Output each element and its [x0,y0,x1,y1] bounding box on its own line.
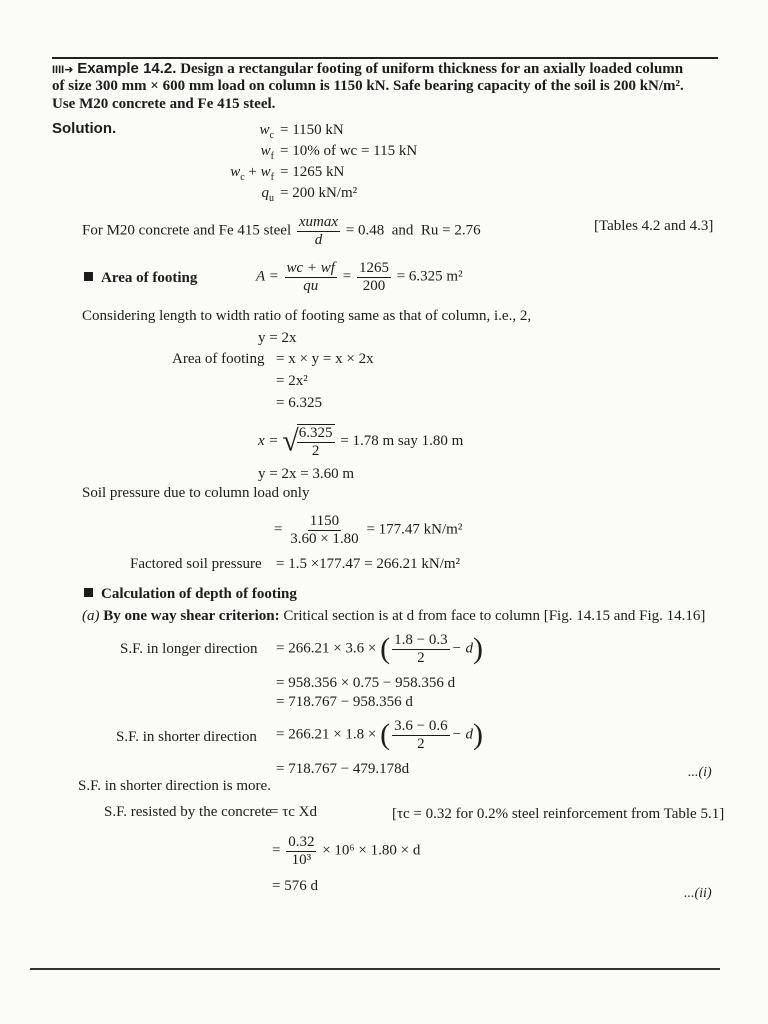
x-result: = 1.78 m say 1.80 m [340,433,464,449]
ratio-text: Considering length to width ratio of footing same as that of column, i.e., 2, [82,308,532,324]
soil-den: 3.60 × 1.80 [290,530,359,547]
soil-text: Soil pressure due to column load only [82,485,310,501]
more-text: S.F. in shorter direction is more. [78,778,271,794]
area-frac2-num: 1265 [358,260,389,276]
sf-long-eq3: = 718.767 − 958.356 d [276,694,413,710]
y-result: y = 2x = 3.60 m [258,466,355,482]
criterion-text: Critical section is at d from face to column [Fig. 14.15 and Fig. 14.16] [283,608,706,624]
calc-rest: × 10⁶ × 1.80 × d [322,842,421,859]
example-text-3: Use M20 concrete and Fe 415 steel. [52,96,276,112]
area-heading-row [84,270,197,287]
given-lhs-4: $q_u$ [261,185,274,204]
paren-open: ( [380,718,391,751]
paren-close: ) [472,718,483,751]
area-eq3: = 6.325 [276,395,322,411]
given-rhs-3: = 1265 kN [280,164,345,180]
resist-note: [τc = 0.32 for 0.2% steel reinforcement from Table 5.1] [392,806,725,822]
area-frac1-den: qu [303,277,319,294]
solution-heading: Solution. [52,120,117,137]
sf-short-eq2: = 718.767 − 479.178d [276,761,410,777]
sf-short-den: 2 [417,735,425,752]
material-line [82,214,481,248]
area-eq1: = x × y = x × 2x [276,351,374,367]
calc-den: 10³ [291,851,312,868]
xumax-den: d [314,231,323,248]
eq-i: ...(i) [688,765,712,780]
factored-label: Factored soil pressure [130,556,262,572]
sf-short-pre: = 266.21 × 1.8 × [276,726,377,743]
calc-num: 0.32 [288,834,315,850]
resist-label: S.F. resisted by the concrete [104,804,272,820]
eq-ii: ...(ii) [684,886,712,901]
sqrt-icon: √ [282,424,299,458]
bullet-icon [84,272,93,281]
given-lhs-2: $w_f$ [260,143,274,162]
given-lhs-1: $w_c$ [259,122,274,141]
factored-eq: = 1.5 ×177.47 = 266.21 kN/m² [276,556,461,572]
soil-num: 1150 [309,513,340,529]
xumax-val: = 0.48 [345,222,385,239]
example-text-1: Design a rectangular footing of uniform thickness for an axially loaded column [180,61,684,77]
xumax-num: xumax [298,214,339,230]
tables-ref: [Tables 4.2 and 4.3] [594,218,714,234]
sf-short-num: 3.6 − 0.6 [394,718,448,734]
bullet-icon [84,588,93,597]
sf-short-post: − d [451,726,473,743]
depth-heading: Calculation of depth of footing [101,586,297,602]
soil-formula: = $\frac{1150}{3.60 \times 1.80}$ = 177.47 kN/m² [274,513,463,547]
top-rule [52,57,718,59]
criterion: By one way shear criterion: [103,608,280,624]
example-line-1 [52,60,683,78]
sf-long-den: 2 [417,649,425,666]
material-text: For M20 concrete and Fe 415 steel [82,222,292,239]
paren-open: ( [380,632,391,665]
criterion-row [82,608,705,625]
sf-long-label: S.F. in longer direction [120,641,258,657]
given-rhs-2: = 10% of wc = 115 kN [280,143,418,159]
sf-short-formula [276,718,483,752]
area-heading: Area of footing [101,270,198,286]
resist-eq: = τc Xd [270,804,317,820]
sf-long-pre: = 266.21 × 3.6 × [276,640,377,657]
depth-heading-row [84,586,297,603]
a-label: (a) [82,608,100,624]
depth-result: = 576 d [272,878,318,894]
area-label: Area of footing [172,351,265,367]
sf-long-eq2: = 958.356 × 0.75 − 958.356 d [276,675,456,691]
sf-long-num: 1.8 − 0.3 [394,632,448,648]
sf-long-formula [276,632,483,666]
y-eq: y = 2x [258,330,297,346]
example-text-2: of size 300 mm × 600 mm load on column is 1150 kN. Safe bearing capacity of the soil is 200 kN/m². [52,78,684,94]
sqrt-num: 6.325 [298,425,333,441]
area-lhs: A = [256,268,279,285]
ru-text: Ru = 2.76 [420,222,481,239]
sf-short-label: S.F. in shorter direction [116,729,257,745]
example-label: Example 14.2. [77,60,177,77]
bottom-rule [30,968,720,970]
soil-result: = 177.47 kN/m² [366,521,463,538]
x-formula [258,424,463,459]
area-eq2: = 2x² [276,373,308,389]
sqrt-den: 2 [311,442,320,459]
calc-formula: = $\frac{0.32}{\text{10³}}$ × 10⁶ × 1.80 × d [272,834,421,868]
example-marker: IIII➜ [52,64,74,76]
x-lhs: x = [258,433,279,449]
paren-close: ) [472,632,483,665]
sf-long-post: − d [451,640,473,657]
area-frac1-num: wc + wf [286,260,335,276]
area-result: = 6.325 m² [396,268,463,285]
area-formula: A = $\frac{wc + wf}{qu}$ = $\frac{1265}{200}$ = 6.325 m² [256,260,463,294]
area-frac2-den: 200 [362,277,386,294]
and-text: and [391,222,414,239]
given-rhs-4: = 200 kN/m² [280,185,358,201]
given-rhs-1: = 1150 kN [280,122,344,138]
given-lhs-3: $w_c + w_f$ [230,164,274,183]
